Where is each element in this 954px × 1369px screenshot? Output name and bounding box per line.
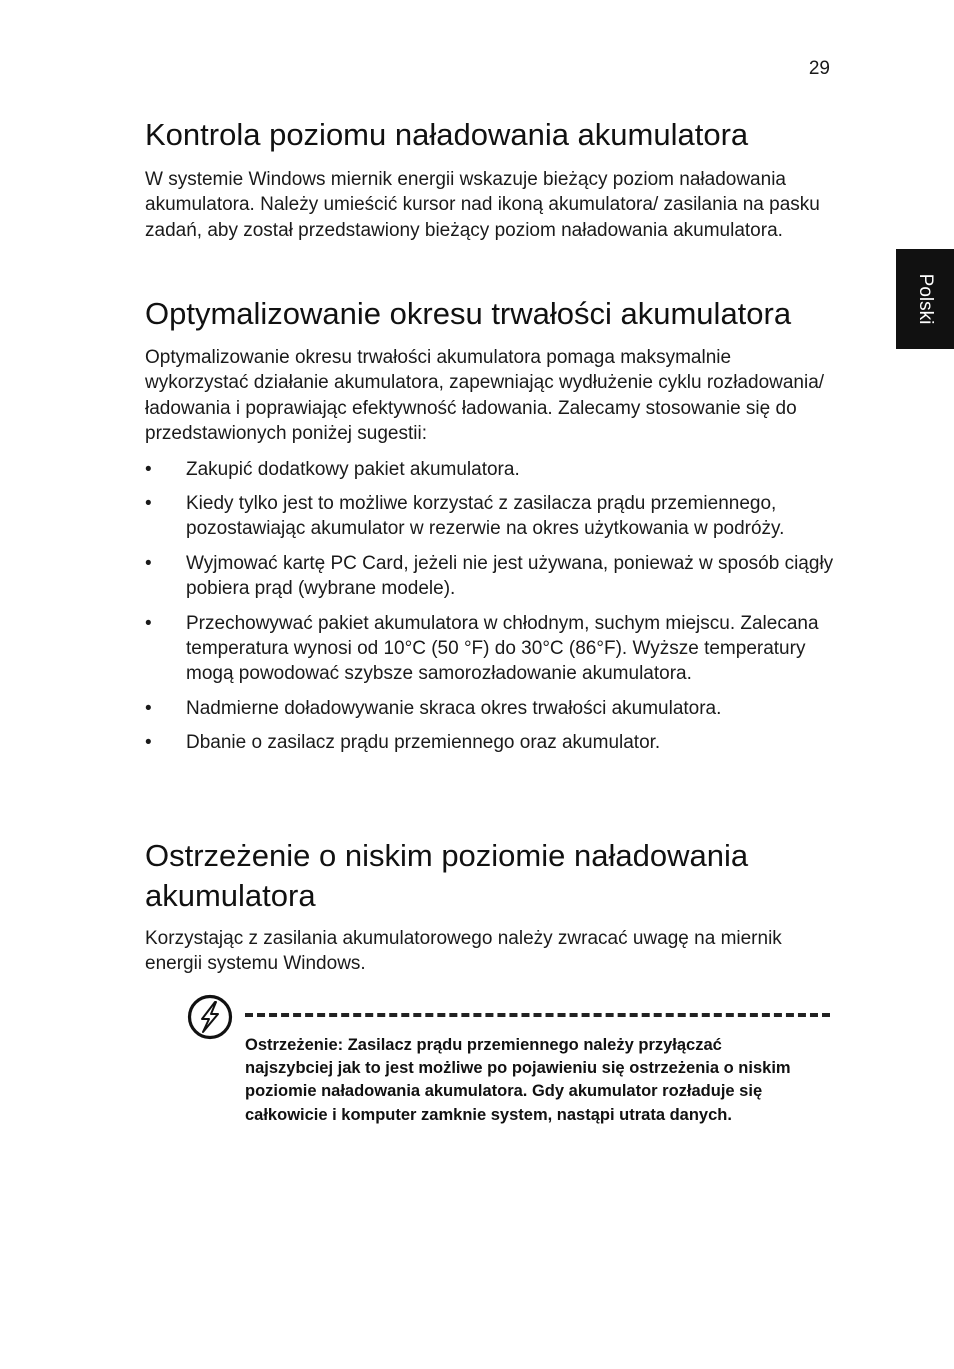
language-tab: [896, 249, 954, 349]
section-heading: Kontrola poziomu naładowania akumulatora: [145, 117, 749, 152]
list-item: [145, 611, 835, 687]
section-battery-life: [145, 294, 835, 756]
warning-text: Ostrzeżenie: Zasilacz prądu przemiennego należy przyłączać najszybciej jak to jest możliwe po pojawieniu się ostrzeżenia o niskim poziomie naładowania akumulatora. Gdy akumulator rozładuje się całkowicie i komputer zamknie system, nastąpi utrata danych.: [245, 1036, 791, 1124]
section-battery-level: [145, 115, 835, 243]
bullet: •: [145, 697, 152, 719]
suggestion-list: [145, 457, 835, 756]
list-item: [145, 730, 835, 755]
list-item-text: Dbanie o zasilacz prądu przemiennego oraz akumulator.: [186, 732, 661, 754]
bullet: •: [145, 458, 152, 480]
list-item-text: Przechowywać pakiet akumulatora w chłodnym, suchym miejscu. Zalecana temperatura wynosi od 10°C (50 °F) do 30°C (86°F). Wyższe temperatury mogą powodować szybsze samorozładowanie akumulatora.: [186, 612, 819, 685]
list-item-text: Kiedy tylko jest to możliwe korzystać z zasilacza prądu przemiennego, pozostawiając akumulator w rezerwie na okres użytkowania w podróży.: [186, 493, 785, 540]
language-tab-label: Polski: [915, 273, 936, 325]
bullet: •: [145, 612, 152, 634]
section-heading: Optymalizowanie okresu trwałości akumulatora: [145, 296, 792, 331]
bullet: •: [145, 732, 152, 754]
list-item: [145, 551, 835, 602]
list-item-text: Wyjmować kartę PC Card, jeżeli nie jest używana, ponieważ w sposób ciągły pobiera prąd (wybrane modele).: [186, 552, 834, 600]
section-paragraph: W systemie Windows miernik energii wskazuje bieżący poziom naładowania akumulatora. Należy umieścić kursor nad ikoną akumulatora/ zasilania na pasku zadań, aby został przedstawiony bieżący poziom naładowania akumulatora.: [145, 169, 820, 241]
section-low-battery-warning: [145, 836, 835, 977]
page-number: 29: [808, 58, 830, 79]
list-item: [145, 696, 835, 721]
bullet: •: [145, 493, 152, 515]
lightning-warning-icon: [187, 994, 233, 1040]
list-item: [145, 491, 835, 542]
list-item: [145, 457, 835, 482]
list-item-text: Nadmierne doładowywanie skraca okres trwałości akumulatora.: [186, 697, 722, 719]
dashed-divider: [245, 1013, 830, 1017]
section-paragraph: Optymalizowanie okresu trwałości akumulatora pomaga maksymalnie wykorzystać działanie akumulatora, zapewniając wydłużenie cyklu rozładowania/ładowania i poprawiając efektywność ładowania. Zalecamy stosowanie się do przedstawionych poniżej sugestii:: [145, 347, 825, 445]
section-heading: Ostrzeżenie o niskim poziomie naładowania akumulatora: [145, 838, 749, 913]
list-item-text: Zakupić dodatkowy pakiet akumulatora.: [186, 458, 520, 480]
bullet: •: [145, 552, 152, 574]
section-paragraph: Korzystając z zasilania akumulatorowego należy zwracać uwagę na miernik energii systemu Windows.: [145, 928, 782, 975]
